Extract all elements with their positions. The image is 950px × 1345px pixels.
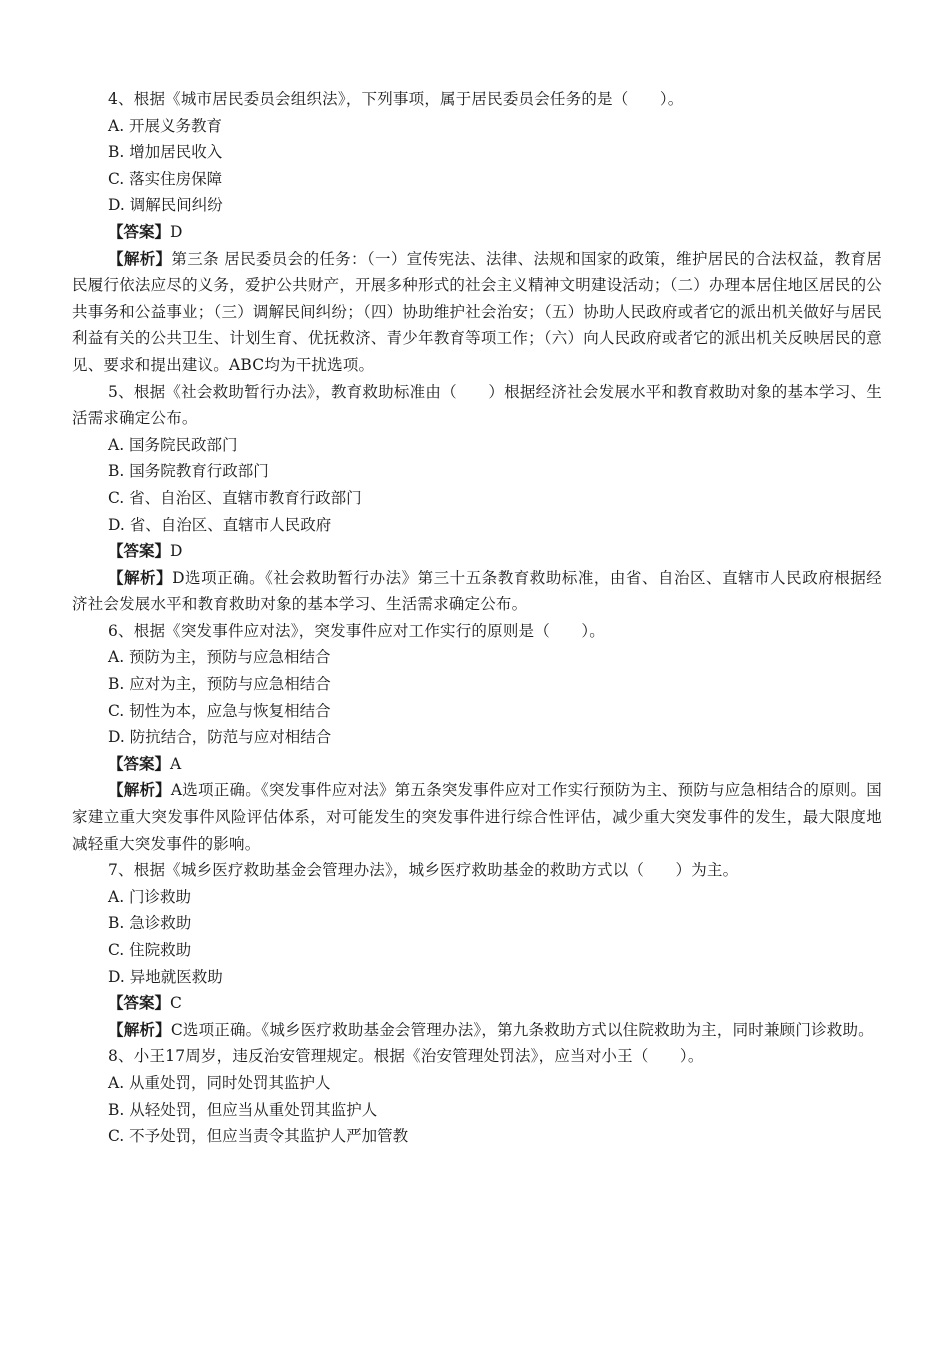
answer-label: 【答案】 (108, 541, 171, 561)
option-b: B. 应对为主，预防与应急相结合 (108, 675, 331, 694)
analysis-label: 【解析】 (108, 567, 173, 587)
option-a: A. 门诊救助 (108, 887, 192, 906)
question-stem: 4、根据《城市居民委员会组织法》，下列事项，属于居民委员会任务的是（ ）。 (108, 90, 684, 108)
answer-label: 【答案】 (108, 221, 171, 241)
option-d: D. 异地就医救助 (108, 967, 223, 986)
answer-value: D (170, 222, 183, 241)
option-a: A. 预防为主，预防与应急相结合 (108, 648, 331, 667)
answer-value: C (170, 994, 182, 1013)
option-a: A. 从重处罚，同时处罚其监护人 (108, 1073, 331, 1092)
question-8 (72, 1043, 882, 1149)
answer-line (72, 538, 882, 565)
option-d: D. 调解民间纠纷 (108, 196, 223, 215)
answer-label: 【答案】 (108, 753, 171, 773)
analysis-text: C选项正确。《城乡医疗救助基金会管理办法》，第九条救助方式以住院救助为主，同时兼顾门诊救助。 (170, 1020, 874, 1039)
analysis-paragraph (72, 565, 882, 618)
answer-line (72, 751, 882, 778)
option-a: A. 国务院民政部门 (108, 435, 238, 454)
question-stem: 7、根据《城乡医疗救助基金会管理办法》，城乡医疗救助基金的救助方式以（ ）为主。 (108, 861, 739, 880)
question-5 (72, 379, 882, 618)
option-c: C. 落实住房保障 (108, 169, 223, 188)
option-c: C. 省、自治区、直辖市教育行政部门 (108, 488, 362, 507)
question-stem: 5、根据《社会救助暂行办法》，教育救助标准由（ ）根据经济社会发展水平和教育救助对象的基本学习、生活需求确定公布。 (72, 382, 882, 428)
option-c: C. 住院救助 (108, 941, 192, 959)
option-c: C. 韧性为本，应急与恢复相结合 (108, 701, 331, 720)
analysis-text: D选项正确。《社会救助暂行办法》第三十五条教育救助标准，由省、自治区、直辖市人民政府根据经济社会发展水平和教育救助对象的基本学习、生活需求确定公布。 (72, 568, 882, 614)
question-6 (72, 618, 882, 857)
option-b: B. 从轻处罚，但应当从重处罚其监护人 (108, 1100, 378, 1119)
analysis-paragraph (72, 777, 882, 857)
analysis-label: 【解析】 (108, 1019, 171, 1039)
analysis-label: 【解析】 (108, 780, 171, 800)
analysis-paragraph (72, 1017, 882, 1044)
option-a: A. 开展义务教育 (108, 116, 223, 135)
option-b: B. 增加居民收入 (108, 143, 223, 162)
answer-line (72, 990, 882, 1017)
analysis-text: 第三条 居民委员会的任务：（一）宣传宪法、法律、法规和国家的政策，维护居民的合法权益，教育居民履行依法应尽的义务，爱护公共财产，开展多种形式的社会主义精神文明建设活动；（二）办理本居住地区居民的公共事务和公益事业；（三）调解民间纠纷；（四）协助维护社会治安；（五）协助人民政府或者它的派出机关做好与居民利益有关的公共卫生、计划生育、优抚救济、青少年教育等项工作；（六）向人民政府或者它的派出机关反映居民的意见、要求和提出建议。ABC均为干扰选项。 (72, 249, 882, 374)
document-page (72, 86, 882, 1150)
question-stem: 8、小王17周岁，违反治安管理规定。根据《治安管理处罚法》，应当对小王（ ）。 (108, 1047, 704, 1066)
analysis-paragraph (72, 246, 882, 379)
answer-value: D (170, 542, 183, 561)
option-b: B. 国务院教育行政部门 (108, 462, 269, 481)
question-4 (72, 86, 882, 379)
answer-line (72, 219, 882, 246)
analysis-text: A选项正确。《突发事件应对法》第五条突发事件应对工作实行预防为主、预防与应急相结合的原则。国家建立重大突发事件风险评估体系，对可能发生的突发事件进行综合性评估，减少重大突发事件的发生，最大限度地减轻重大突发事件的影响。 (72, 781, 882, 853)
answer-value: A (170, 754, 182, 773)
option-c: C. 不予处罚，但应当责令其监护人严加管教 (108, 1127, 409, 1146)
question-stem: 6、根据《突发事件应对法》，突发事件应对工作实行的原则是（ ）。 (108, 621, 605, 640)
answer-label: 【答案】 (108, 993, 171, 1013)
analysis-label: 【解析】 (108, 248, 172, 268)
option-b: B. 急诊救助 (108, 914, 192, 933)
question-7 (72, 857, 882, 1043)
option-d: D. 防抗结合，防范与应对相结合 (108, 728, 332, 747)
option-d: D. 省、自治区、直辖市人民政府 (108, 515, 332, 534)
